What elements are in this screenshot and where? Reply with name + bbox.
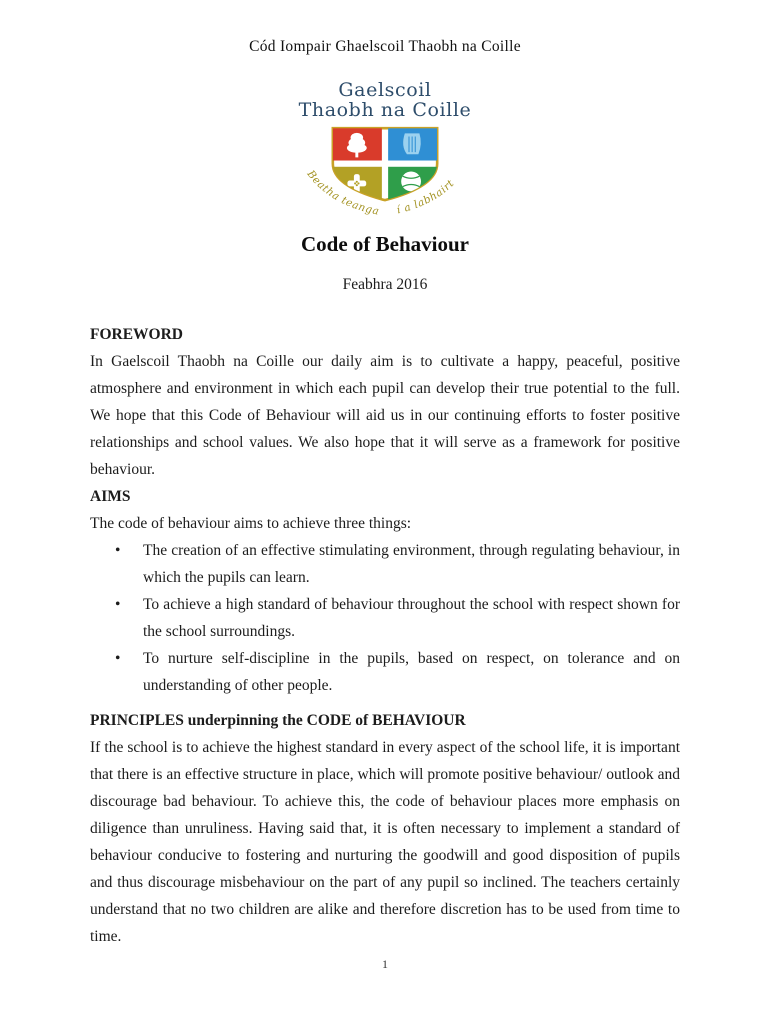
school-logo: [0, 80, 770, 220]
school-crest: [0, 124, 770, 220]
school-name: [0, 80, 770, 120]
document-body: [90, 321, 680, 950]
section-principles: [90, 707, 680, 950]
page-title: Code of Behaviour: [301, 232, 469, 256]
aims-bullet-item: • To achieve a high standard of behaviour throughout the school with respect shown for the school surroundings.: [143, 591, 680, 645]
foreword-paragraph: In Gaelscoil Thaobh na Coille our daily aim is to cultivate a happy, peaceful, positive atmosphere and environment in which each pupil can develop their true potential to the full. We hope that this Code of Behaviour will aid us in our continuing efforts to foster positive relationships and school values. We also hope that it will serve as a framework for positive behaviour.: [90, 353, 680, 478]
school-crest-icon: [299, 124, 471, 220]
motto-right: í a labhairt: [395, 177, 457, 217]
aims-bullet-item: • The creation of an effective stimulating environment, through regulating behaviour, in which the pupils can learn.: [143, 537, 680, 591]
school-name-line2: Thaobh na Coille: [298, 99, 472, 121]
document-header: Cód Iompair Ghaelscoil Thaobh na Coille: [249, 38, 521, 55]
foreword-heading: FOREWORD: [90, 326, 183, 343]
principles-heading: PRINCIPLES underpinning the CODE of BEHAVIOUR: [90, 712, 466, 729]
aims-bullet-item: • To nurture self-discipline in the pupils, based on respect, on tolerance and on understanding of other people.: [143, 645, 680, 699]
aims-heading: AIMS: [90, 488, 131, 505]
section-aims: [90, 483, 680, 699]
aims-intro: The code of behaviour aims to achieve three things:: [90, 515, 412, 532]
section-foreword: [90, 321, 680, 483]
motto-left: Beatha teanga: [304, 168, 381, 218]
page-number: 1: [382, 957, 388, 971]
document-date: Feabhra 2016: [342, 276, 428, 293]
principles-paragraph: If the school is to achieve the highest standard in every aspect of the school life, it is important that there is an effective structure in place, which will promote positive behaviour/ outlook and discourage bad behaviour. To achieve this, the code of behaviour places more emphasis on diligence than unruliness. Having said that, it is often necessary to implement a standard of behaviour conducive to fostering and nurturing the goodwill and good disposition of pupils and thus discourage misbehaviour on the part of any pupil so inclined. The teachers certainly understand that no two children are alike and therefore discretion has to be used from time to time.: [90, 739, 680, 945]
school-name-line1: Gaelscoil: [338, 79, 432, 101]
aims-bullet-list: [90, 537, 680, 699]
harp-icon: [403, 133, 421, 154]
